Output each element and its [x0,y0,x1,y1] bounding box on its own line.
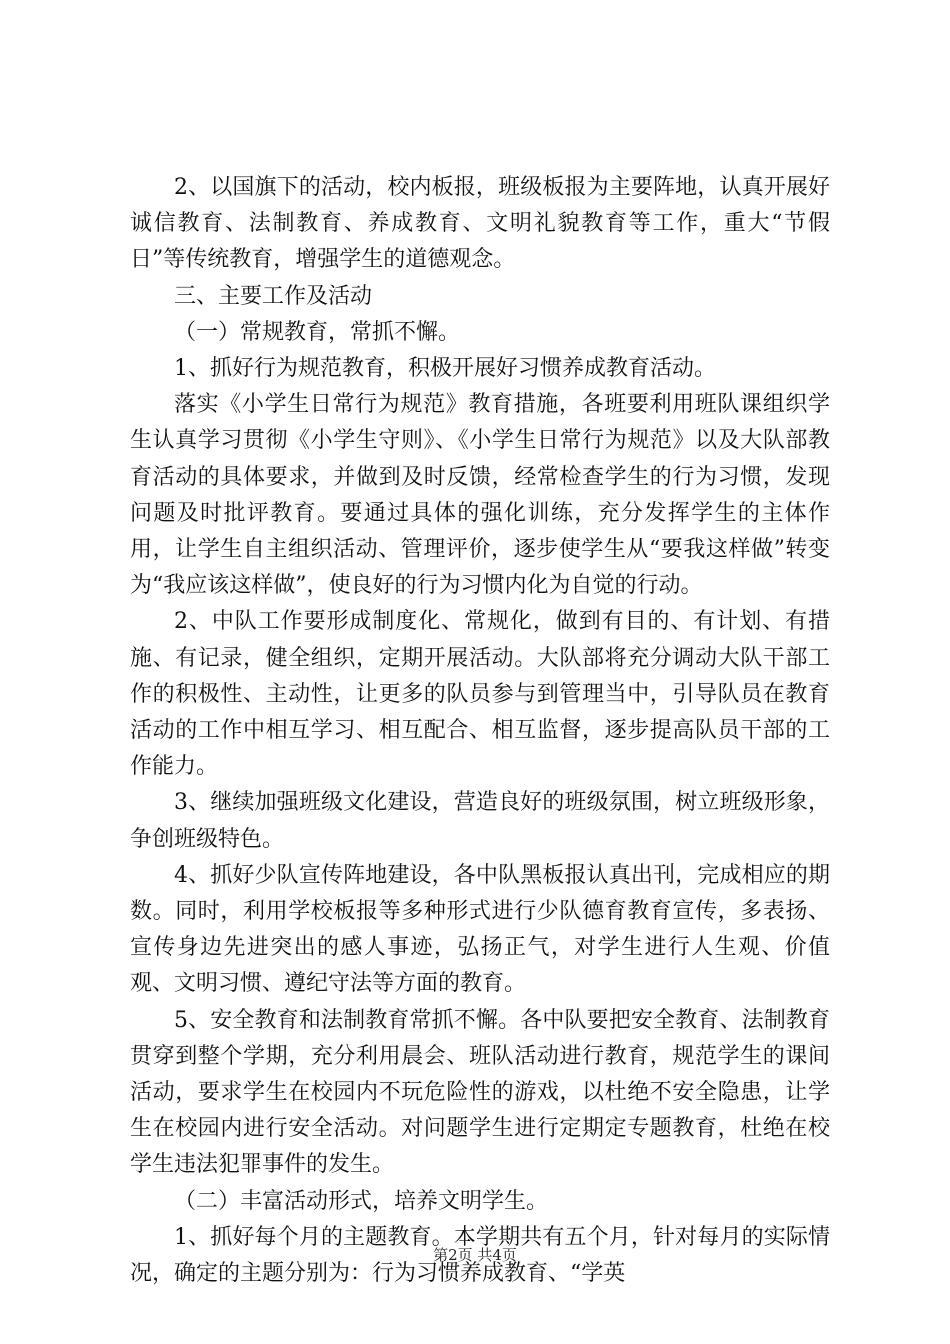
section-heading: 三、主要工作及活动 [174,283,373,309]
paragraph: 1、抓好每个月的主题教育。本学期共有五个月，针对每月的实际情况，确定的主题分别为：行为习惯养成教育、“学英 [130,1224,830,1287]
paragraph: 1、抓好行为规范教育，积极开展好习惯养成教育活动。 [174,356,716,382]
page-number-footer: 第2页 共4页 [433,1246,517,1264]
paragraph: 5、安全教育和法制教育常抓不懈。各中队要把安全教育、法制教育贯穿到整个学期，充分利用晨会、班队活动进行教育，规范学生的课间活动，要求学生在校园内不玩危险性的游戏，以杜绝不安全隐患，让学生在校园内进行安全活动。对问题学生进行定期定专题教育，杜绝在校学生违法犯罪事件的发生。 [130,1007,830,1178]
paragraph: 落实《小学生日常行为规范》教育措施，各班要利用班队课组织学生认真学习贯彻《小学生守则》、《小学生日常行为规范》以及大队部教育活动的具体要求，并做到及时反馈，经常检查学生的行为习惯，发现问题及时批评教育。要通过具体的强化训练，充分发挥学生的主体作用，让学生自主组织活动、管理评价，逐步使学生从“要我这样做”转变为“我应该这样做”，使良好的行为习惯内化为自觉的行动。 [130,392,830,599]
subsection-heading: （一）常规教育，常抓不懈。 [174,319,461,345]
subsection-heading: （二）丰富活动形式，培养文明学生。 [174,1188,549,1214]
paragraph: 2、中队工作要形成制度化、常规化，做到有目的、有计划、有措施、有记录，健全组织，定期开展活动。大队部将充分调动大队干部工作的积极性、主动性，让更多的队员参与到管理当中，引导队员在教育活动的工作中相互学习、相互配合、相互监督，逐步提高队员干部的工作能力。 [130,609,830,780]
paragraph: 3、继续加强班级文化建设，营造良好的班级氛围，树立班级形象，争创班级特色。 [130,790,830,852]
document-body [130,170,830,1292]
paragraph: 2、以国旗下的活动，校内板报，班级板报为主要阵地，认真开展好诚信教育、法制教育、养成教育、文明礼貌教育等工作，重大“节假日”等传统教育，增强学生的道德观念。 [130,175,830,273]
paragraph: 4、抓好少队宣传阵地建设，各中队黑板报认真出刊，完成相应的期数。同时，利用学校板报等多种形式进行少队德育教育宣传，多表扬、宣传身边先进突出的感人事迹，弘扬正气，对学生进行人生观、价值观、文明习惯、遵纪守法等方面的教育。 [130,862,830,997]
